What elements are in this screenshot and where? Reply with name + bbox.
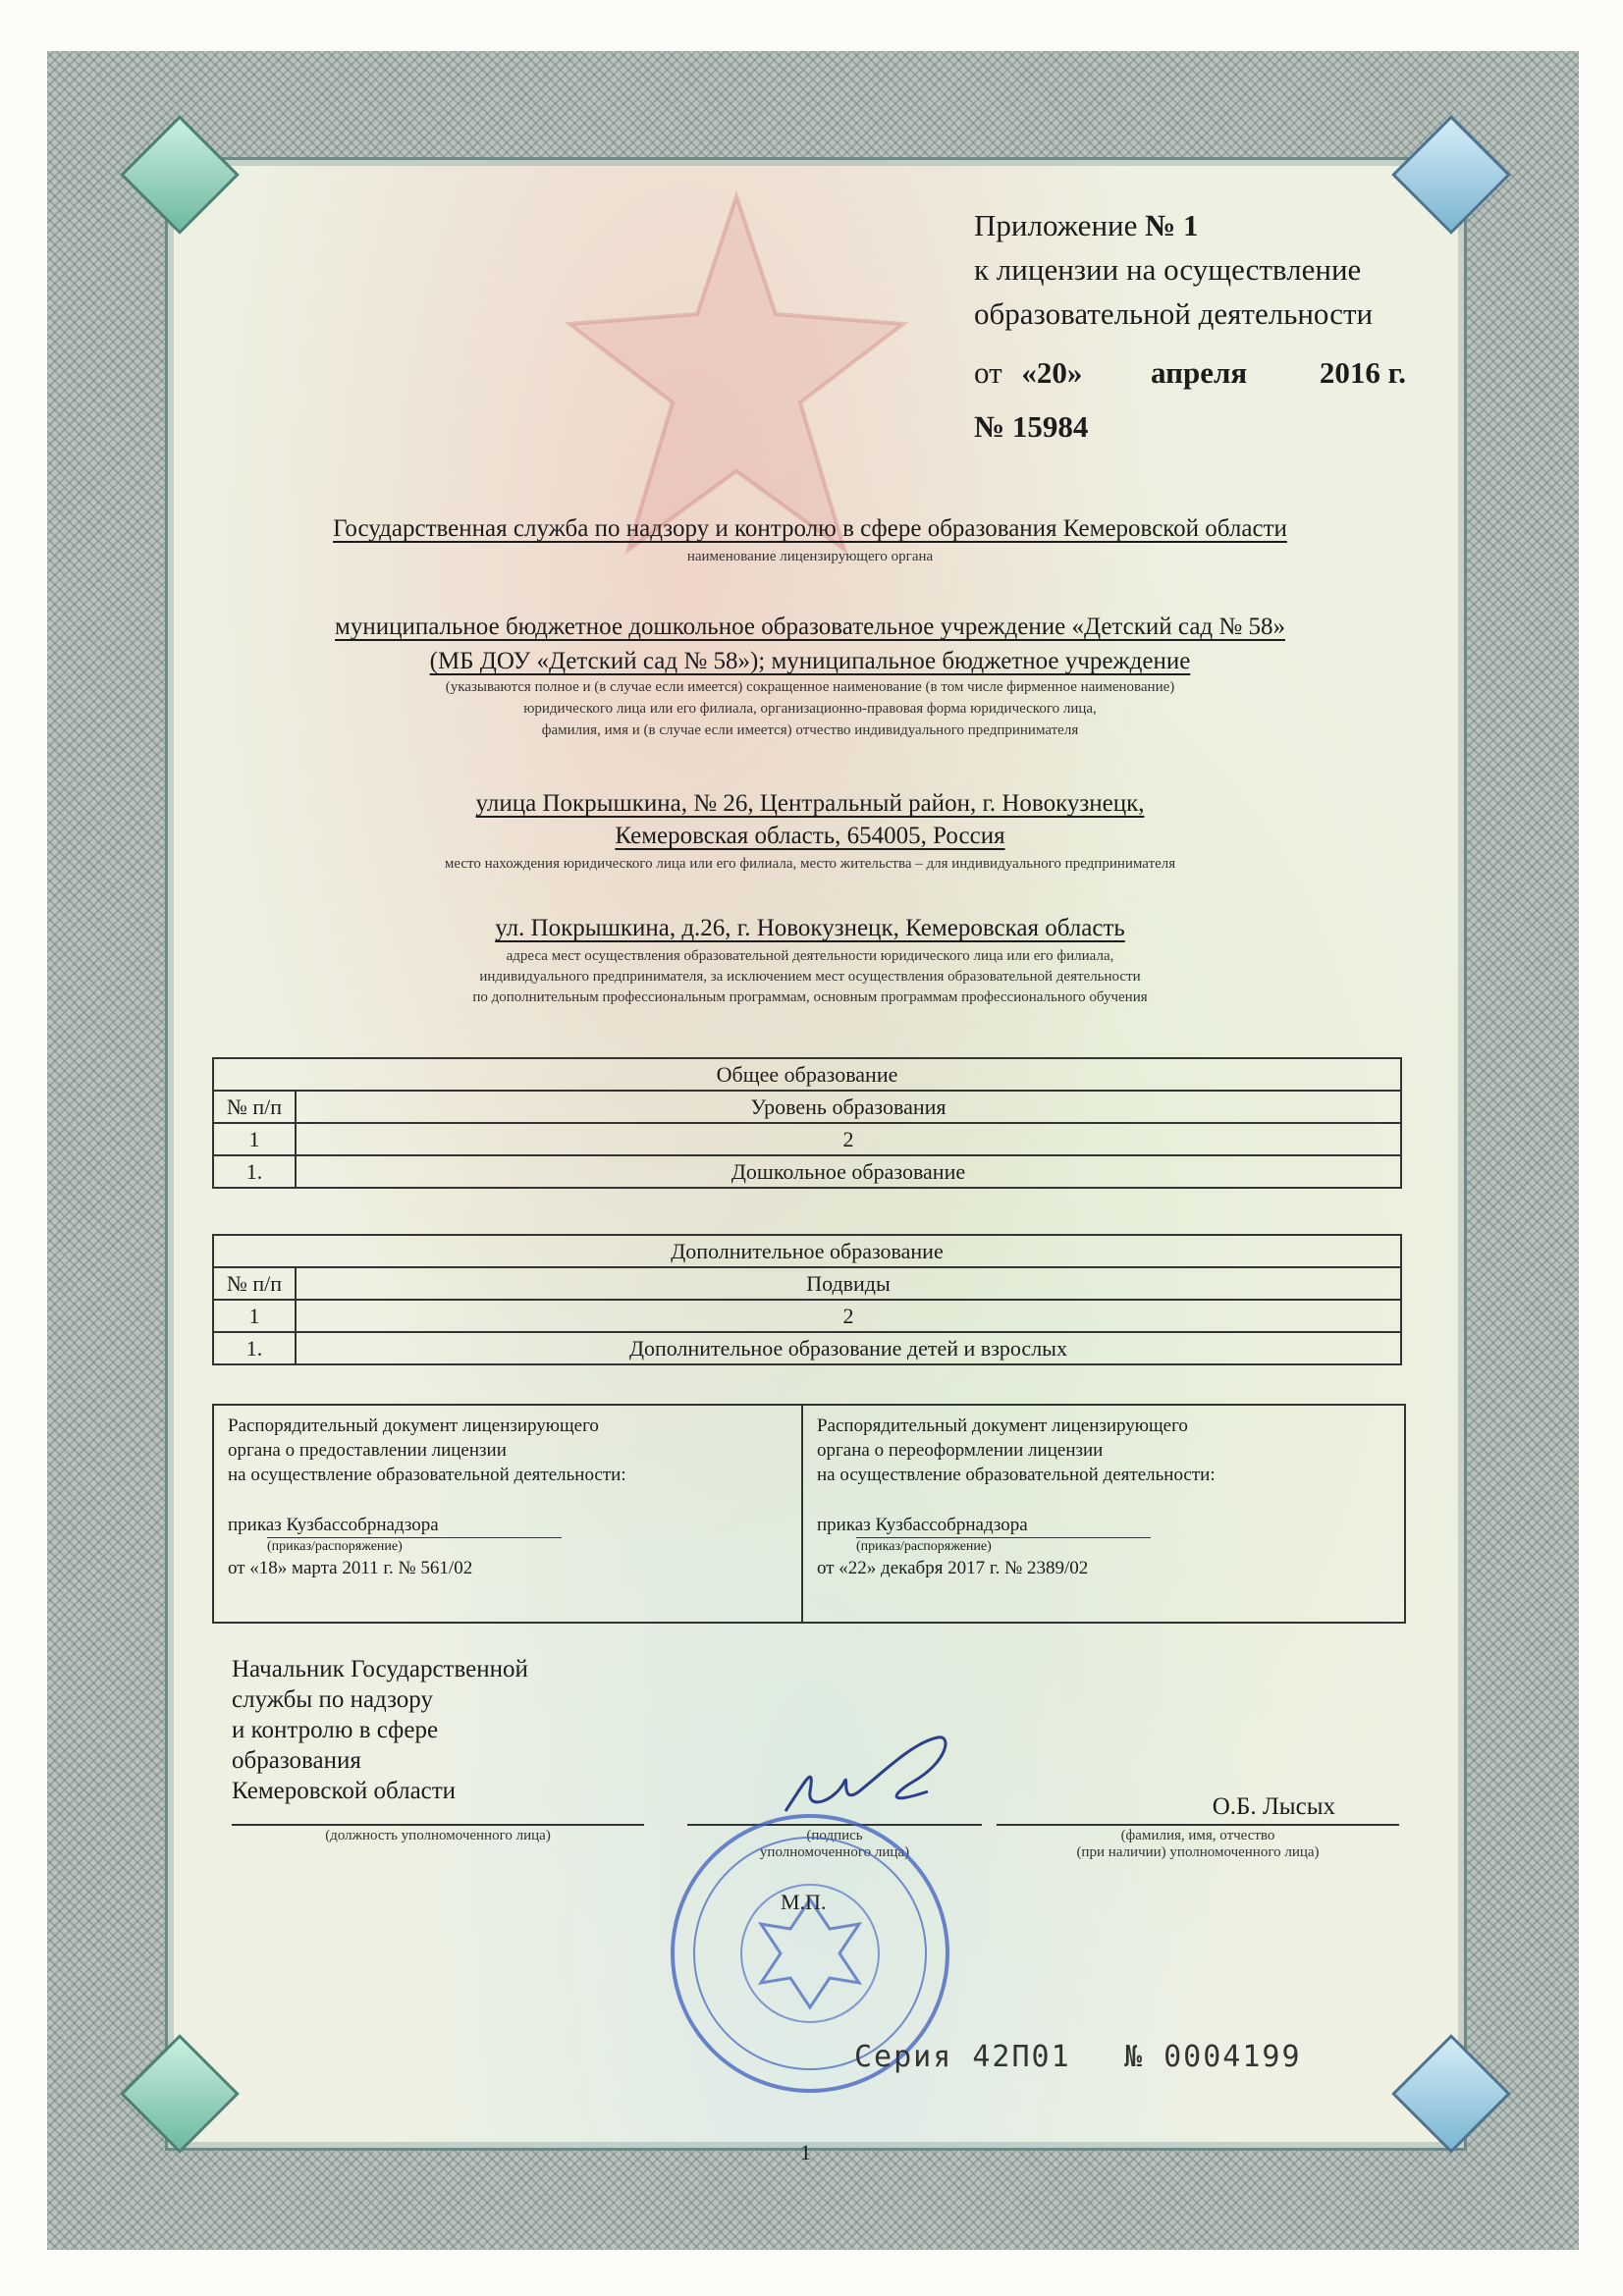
table-row — [213, 1332, 1401, 1364]
signatory-position: Начальник Государственной службы по надзору и контролю в сфере образования Кемеровской области — [232, 1656, 528, 1804]
grant-order-date: от «18» марта 2011 г. № 561/02 — [228, 1558, 473, 1578]
table-title: Дополнительное образование — [213, 1235, 1401, 1267]
reissue-order-block — [817, 1406, 1386, 1622]
row-number: 1. — [213, 1155, 296, 1188]
column-header-number: № п/п — [213, 1267, 296, 1300]
form-number: № 0004199 — [1124, 2040, 1302, 2074]
grant-order-title-1: Распорядительный документ лицензирующего — [228, 1415, 599, 1436]
license-number: № 15984 — [974, 409, 1089, 444]
form-series: Серия 42П01 — [854, 2040, 1071, 2074]
column-header-level: Уровень образования — [296, 1091, 1401, 1123]
column-header-number: № п/п — [213, 1091, 296, 1123]
reissue-order-type: приказ Кузбассобрнадзора — [817, 1515, 1028, 1535]
grant-order-caption: (приказ/распоряжение) — [267, 1537, 562, 1556]
name-caption: (фамилия, имя, отчество (при наличии) уполномоченного лица) — [1076, 1828, 1320, 1860]
appendix-title: Приложение № 1 — [974, 208, 1199, 242]
reissue-order-title-2: органа о переоформлении лицензии — [817, 1440, 1104, 1461]
grant-order-title-2: органа о предоставлении лицензии — [228, 1440, 507, 1461]
authority-name: Государственная служба по надзору и контролю в сфере образования Кемеровской области — [333, 515, 1287, 542]
column-index: 2 — [296, 1123, 1401, 1155]
additional-education-table — [212, 1234, 1402, 1365]
row-number: 1. — [213, 1332, 296, 1364]
licensee-caption-2: юридического лица или его филиала, организационно-правовая форма юридического лица, — [523, 701, 1097, 717]
location-line1: улица Покрышкина, № 26, Центральный район, г. Новокузнецк, — [475, 790, 1145, 817]
grant-order-block — [228, 1406, 797, 1622]
position-caption: (должность уполномоченного лица) — [325, 1828, 551, 1843]
general-education-table — [212, 1057, 1402, 1189]
table-title: Общее образование — [213, 1058, 1401, 1091]
reissue-order-title-3: на осуществление образовательной деятельности: — [817, 1465, 1216, 1485]
column-index: 1 — [213, 1300, 296, 1332]
licensee-caption-3: фамилия, имя и (в случае если имеется) отчество индивидуального предпринимателя — [541, 722, 1079, 738]
column-index: 2 — [296, 1300, 1401, 1332]
order-documents-box — [212, 1404, 1406, 1624]
authority-caption: наименование лицензирующего органа — [686, 549, 934, 564]
activity-caption-1: адреса мест осуществления образовательной деятельности юридического лица или его филиала, — [506, 948, 1114, 964]
signature-caption: (подпись уполномоченного лица) — [759, 1828, 910, 1860]
license-date: от «20» апреля 2016 г. — [974, 355, 1406, 390]
activity-caption-3: по дополнительным профессиональным программам, основным программам профессионального обучения — [472, 989, 1148, 1005]
page-number: 1 — [800, 2140, 811, 2164]
column-header-subtype: Подвиды — [296, 1267, 1401, 1300]
appendix-subtitle-2: образовательной деятельности — [974, 296, 1374, 331]
column-index: 1 — [213, 1123, 296, 1155]
licensee-name-line1: муниципальное бюджетное дошкольное образовательное учреждение «Детский сад № 58» — [335, 614, 1285, 640]
row-value: Дополнительное образование детей и взрослых — [296, 1332, 1401, 1364]
appendix-subtitle-1: к лицензии на осуществление — [974, 252, 1362, 287]
licensee-caption-1: (указываются полное и (в случае если имеется) сокращенное наименование (в том числе фирменное наименование) — [445, 679, 1175, 695]
table-row — [213, 1155, 1401, 1188]
location-line2: Кемеровская область, 654005, Россия — [615, 823, 1005, 849]
row-value: Дошкольное образование — [296, 1155, 1401, 1188]
activity-address: ул. Покрышкина, д.26, г. Новокузнецк, Кемеровская область — [495, 915, 1125, 941]
reissue-order-date: от «22» декабря 2017 г. № 2389/02 — [817, 1558, 1089, 1578]
reissue-order-caption: (приказ/распоряжение) — [856, 1537, 1151, 1556]
grant-order-title-3: на осуществление образовательной деятельности: — [228, 1465, 626, 1485]
reissue-order-title-1: Распорядительный документ лицензирующего — [817, 1415, 1188, 1436]
licensee-name-line2: (МБ ДОУ «Детский сад № 58»); муниципальное бюджетное учреждение — [429, 648, 1191, 674]
activity-caption-2: индивидуального предпринимателя, за исключением мест осуществления образовательной деятельности — [479, 969, 1141, 985]
stamp-place-label: М.П. — [781, 1890, 827, 1914]
signatory-name: О.Б. Лысых — [1212, 1793, 1335, 1820]
location-caption: место нахождения юридического лица или его филиала, место жительства – для индивидуального предпринимателя — [444, 856, 1176, 872]
grant-order-type: приказ Кузбассобрнадзора — [228, 1515, 439, 1535]
